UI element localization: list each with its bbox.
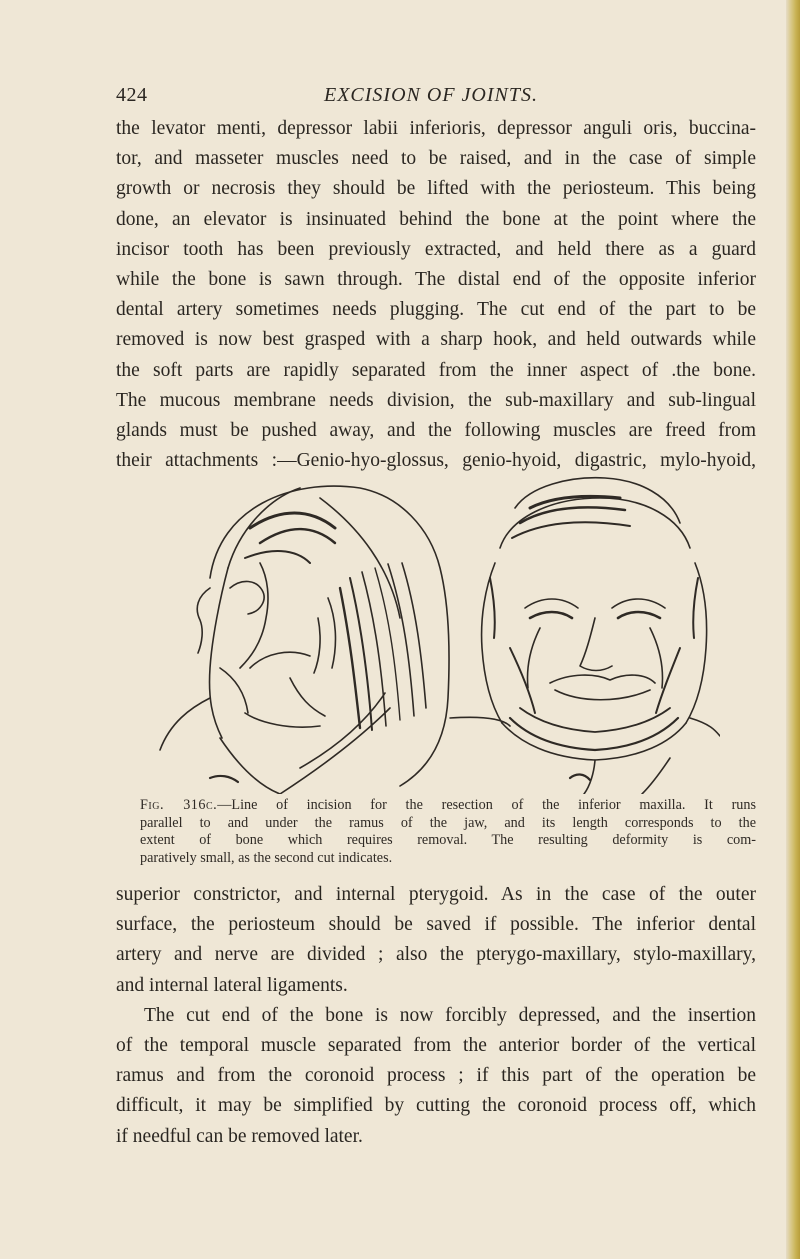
page-number: 424 — [116, 84, 148, 106]
anatomical-illustration-icon — [150, 468, 720, 794]
caption-line — [116, 797, 756, 815]
text-line: done, an elevator is insinuated behind the bone at the point where the — [116, 208, 756, 230]
text-line: the levator menti, depressor labii inferioris, depressor anguli oris, buccina- — [116, 118, 756, 139]
page-edge — [786, 0, 800, 1259]
caption-line: paratively small, as the second cut indicates. — [140, 849, 393, 866]
text-line: glands must be pushed away, and the following muscles are freed from — [116, 419, 756, 441]
text-line: difficult, it may be simplified by cutting the coronoid process off, which — [116, 1095, 756, 1117]
text-line: ramus and from the coronoid process ; if this part of the operation be — [116, 1065, 756, 1087]
text-line: of the temporal muscle separated from the anterior border of the vertical — [116, 1034, 756, 1056]
text-line: and internal lateral ligaments. — [116, 974, 348, 996]
text-line: the soft parts are rapidly separated from the inner aspect of .the bone. — [116, 359, 756, 381]
left-profile-head-icon — [160, 486, 449, 794]
text-line: their attachments :—Genio-hyo-glossus, genio-hyoid, digastric, mylo-hyoid, — [116, 450, 756, 472]
text-line: if needful can be removed later. — [116, 1125, 363, 1147]
text-line: dental artery sometimes needs plugging. The cut end of the part to be — [116, 299, 756, 321]
figure-caption — [116, 797, 756, 867]
text-line: superior constrictor, and internal pterygoid. As in the case of the outer — [116, 884, 756, 905]
figure-incision-illustration — [150, 468, 720, 794]
text-line: while the bone is sawn through. The distal end of the opposite inferior — [116, 268, 756, 290]
text-line: The mucous membrane needs division, the sub-maxillary and sub-lingual — [116, 389, 756, 411]
paragraph-before-figure — [116, 114, 756, 476]
right-frontal-head-icon — [450, 478, 720, 794]
running-title: EXCISION OF JOINTS. — [324, 84, 538, 106]
caption-line: parallel to and under the ramus of the jaw, and its length corresponds to the — [140, 814, 756, 831]
text-line: removed is now best grasped with a sharp hook, and held outwards while — [116, 329, 756, 351]
figure-label: Fig. 316c. — [140, 797, 218, 813]
paragraph-after-figure — [116, 880, 756, 1152]
text-line: artery and nerve are divided ; also the pterygo-maxillary, stylo-maxillary, — [116, 944, 756, 966]
text-line: incisor tooth has been previously extracted, and held there as a guard — [116, 238, 756, 260]
caption-line: extent of bone which requires removal. The resulting deformity is com- — [140, 832, 756, 849]
page-header — [116, 84, 746, 112]
text-line: tor, and masseter muscles need to be raised, and in the case of simple — [116, 148, 756, 170]
text-line: surface, the periosteum should be saved if possible. The inferior dental — [116, 914, 756, 936]
text-line: The cut end of the bone is now forcibly depressed, and the insertion — [144, 1004, 756, 1026]
caption-text: —Line of incision for the resection of the inferior maxilla. It runs — [217, 797, 756, 813]
text-line: growth or necrosis they should be lifted with the periosteum. This being — [116, 178, 756, 200]
